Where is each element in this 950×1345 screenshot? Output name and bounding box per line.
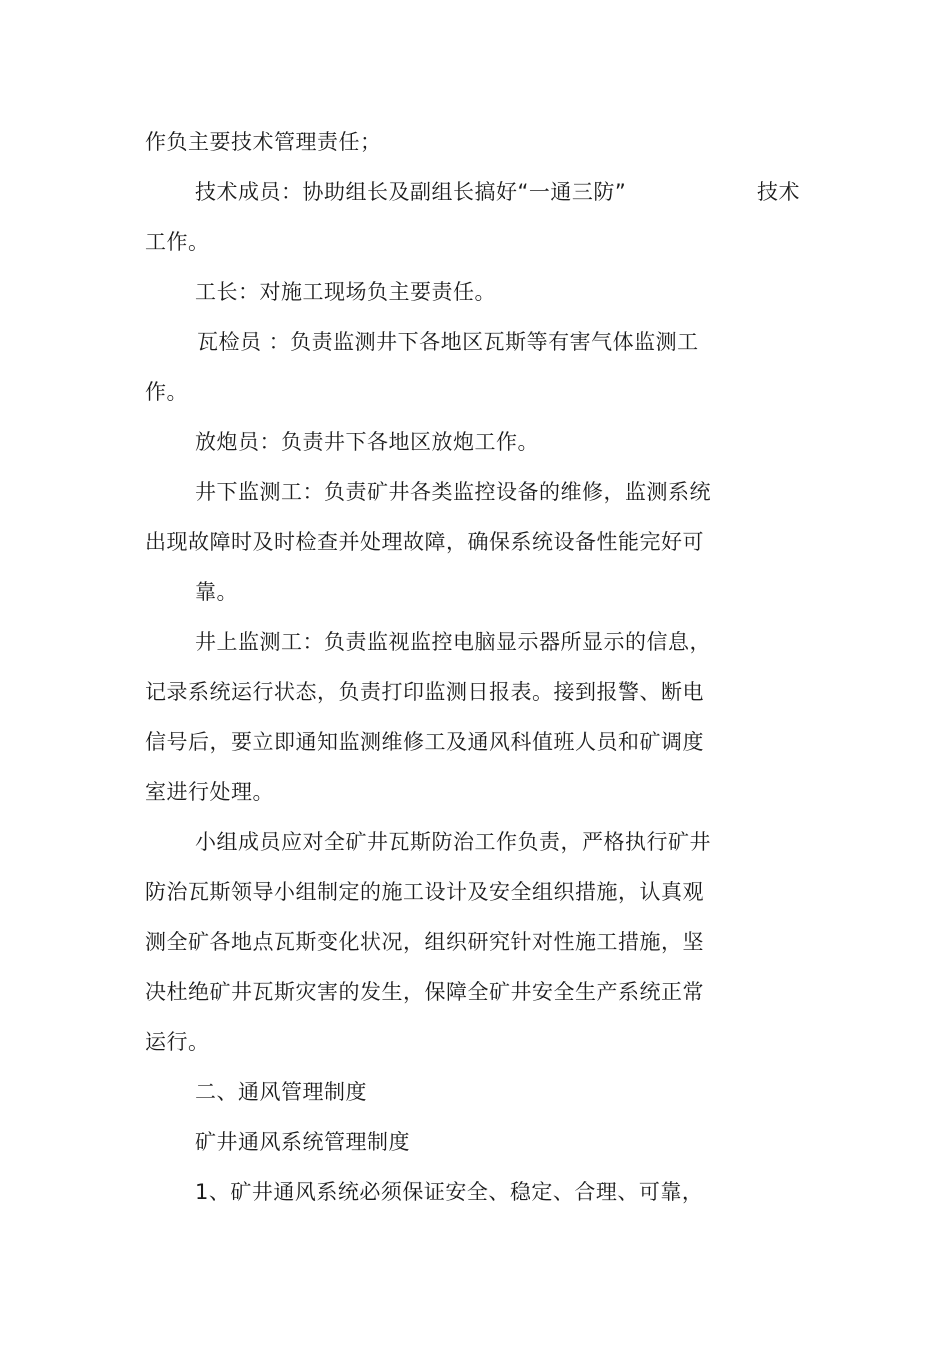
text-line: 防治瓦斯领导小组制定的施工设计及安全组织措施，认真观 <box>145 880 704 904</box>
text-line: 1、矿井通风系统必须保证安全、稳定、合理、可靠， <box>195 1180 704 1204</box>
text-line: 放炮员：负责井下各地区放炮工作。 <box>195 430 539 454</box>
text-line: 作。 <box>145 380 188 404</box>
section-heading: 二、通风管理制度 <box>195 1080 367 1104</box>
text-line: 技术成员：协助组长及副组长搞好“一通三防” <box>195 180 627 204</box>
text-line: 信号后，要立即通知监测维修工及通风科值班人员和矿调度 <box>145 730 704 754</box>
text-line: 出现故障时及时检查并处理故障，确保系统设备性能完好可 <box>145 530 704 554</box>
subsection-heading: 矿井通风系统管理制度 <box>195 1130 410 1154</box>
text-line: 记录系统运行状态，负责打印监测日报表。接到报警、断电 <box>145 680 704 704</box>
text-line: 井下监测工：负责矿井各类监控设备的维修，监测系统 <box>195 480 711 504</box>
text-line: 工长：对施工现场负主要责任。 <box>195 280 496 304</box>
text-line: 作负主要技术管理责任； <box>145 130 382 154</box>
text-line: 靠。 <box>195 580 238 604</box>
text-line: 工作。 <box>145 230 210 254</box>
text-line: 技术 <box>757 180 800 204</box>
text-line: 测全矿各地点瓦斯变化状况，组织研究针对性施工措施，坚 <box>145 930 704 954</box>
text-line: 瓦检员 ：负责监测井下各地区瓦斯等有害气体监测工 <box>197 330 699 354</box>
text-line: 运行。 <box>145 1030 210 1054</box>
text-line: 小组成员应对全矿井瓦斯防治工作负责，严格执行矿井 <box>195 830 711 854</box>
text-line: 决杜绝矿井瓦斯灾害的发生，保障全矿井安全生产系统正常 <box>145 980 704 1004</box>
text-line: 井上监测工：负责监视监控电脑显示器所显示的信息， <box>195 630 711 654</box>
text-line: 室进行处理。 <box>145 780 274 804</box>
